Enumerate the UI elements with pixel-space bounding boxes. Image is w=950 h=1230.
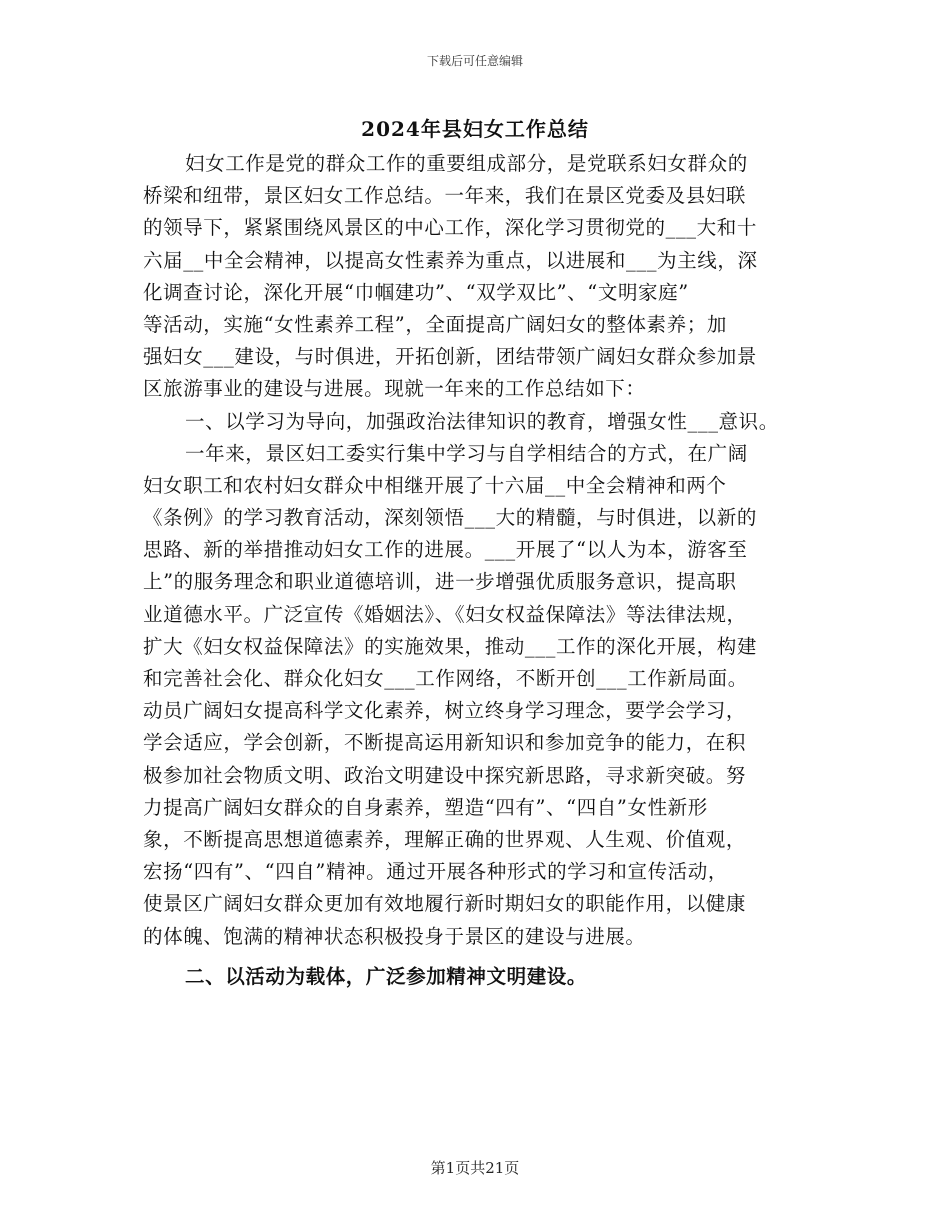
paragraph-line: 使景区广阔妇女群众更加有效地履行新时期妇女的职能作用，以健康 [143,892,747,916]
paragraph-line: 六届__中全会精神，以提高女性素养为重点，以进展和___为主线，深 [143,248,758,272]
paragraph-line: 学会适应，学会创新，不断提高运用新知识和参加竞争的能力，在积 [143,731,747,755]
paragraph-line: 象，不断提高思想道德素养，理解正确的世界观、人生观、价值观， [143,827,747,851]
page-footer: 第1页共21页 [430,1159,520,1177]
paragraph-line: 思路、新的举措推动妇女工作的进展。___开展了“以人为本，游客至 [143,538,748,562]
section-heading-2: 二、以活动为载体，广泛参加精神文明建设。 [185,964,588,988]
paragraph-line: 业道德水平。广泛宣传《婚姻法》、《妇女权益保障法》等法律法规， [143,602,747,626]
paragraph-line: 妇女工作是党的群众工作的重要组成部分，是党联系妇女群众的 [185,152,748,175]
document-body [143,148,823,993]
paragraph-line: 动员广阔妇女提高科学文化素养，树立终身学习理念，要学会学习， [143,699,747,723]
document-title: 2024年县妇女工作总结 [361,117,589,141]
paragraph-line: 化调查讨论，深化开展“巾帼建功”、“双学双比”、“文明家庭” [143,280,689,304]
paragraph-line: 的领导下，紧紧围绕风景区的中心工作，深化学习贯彻党的___大和十 [143,216,757,240]
paragraph-line: 极参加社会物质文明、政治文明建设中探究新思路，寻求新突破。努 [143,763,747,787]
paragraph-line: 等活动，实施“女性素养工程”，全面提高广阔妇女的整体素养；加 [143,312,727,336]
paragraph-line: 桥梁和纽带，景区妇女工作总结。一年来，我们在景区党委及县妇联 [143,184,747,208]
paragraph-line: 扩大《妇女权益保障法》的实施效果，推动___工作的深化开展，构建 [143,634,757,658]
paragraph-line: 力提高广阔妇女群众的自身素养，塑造“四有”、“四自”女性新形 [143,795,708,819]
paragraph-line: 和完善社会化、群众化妇女___工作网络，不断开创___工作新局面。 [143,667,748,690]
paragraph-line: 一年来，景区妇工委实行集中学习与自学相结合的方式，在广阔 [185,441,748,465]
paragraph-line: 上”的服务理念和职业道德培训，进一步增强优质服务意识，提高职 [143,570,737,594]
paragraph-line: 《条例》的学习教育活动，深刻领悟___大的精髓，与时俱进，以新的 [143,506,757,530]
header-note: 下载后可任意编辑 [426,54,523,68]
section-heading-1: 一、以学习为导向，加强政治法律知识的教育，增强女性___意识。 [185,409,779,433]
paragraph-line: 宏扬“四有”、“四自”精神。通过开展各种形式的学习和宣传活动， [143,860,728,884]
paragraph-line: 区旅游事业的建设与进展。现就一年来的工作总结如下： [143,377,646,401]
paragraph-line: 的体魄、饱满的精神状态积极投身于景区的建设与进展。 [143,924,646,948]
paragraph-line: 强妇女___建设，与时俱进，开拓创新，团结带领广阔妇女群众参加景 [143,345,757,369]
paragraph-line: 妇女职工和农村妇女群众中相继开展了十六届__中全会精神和两个 [143,473,727,497]
